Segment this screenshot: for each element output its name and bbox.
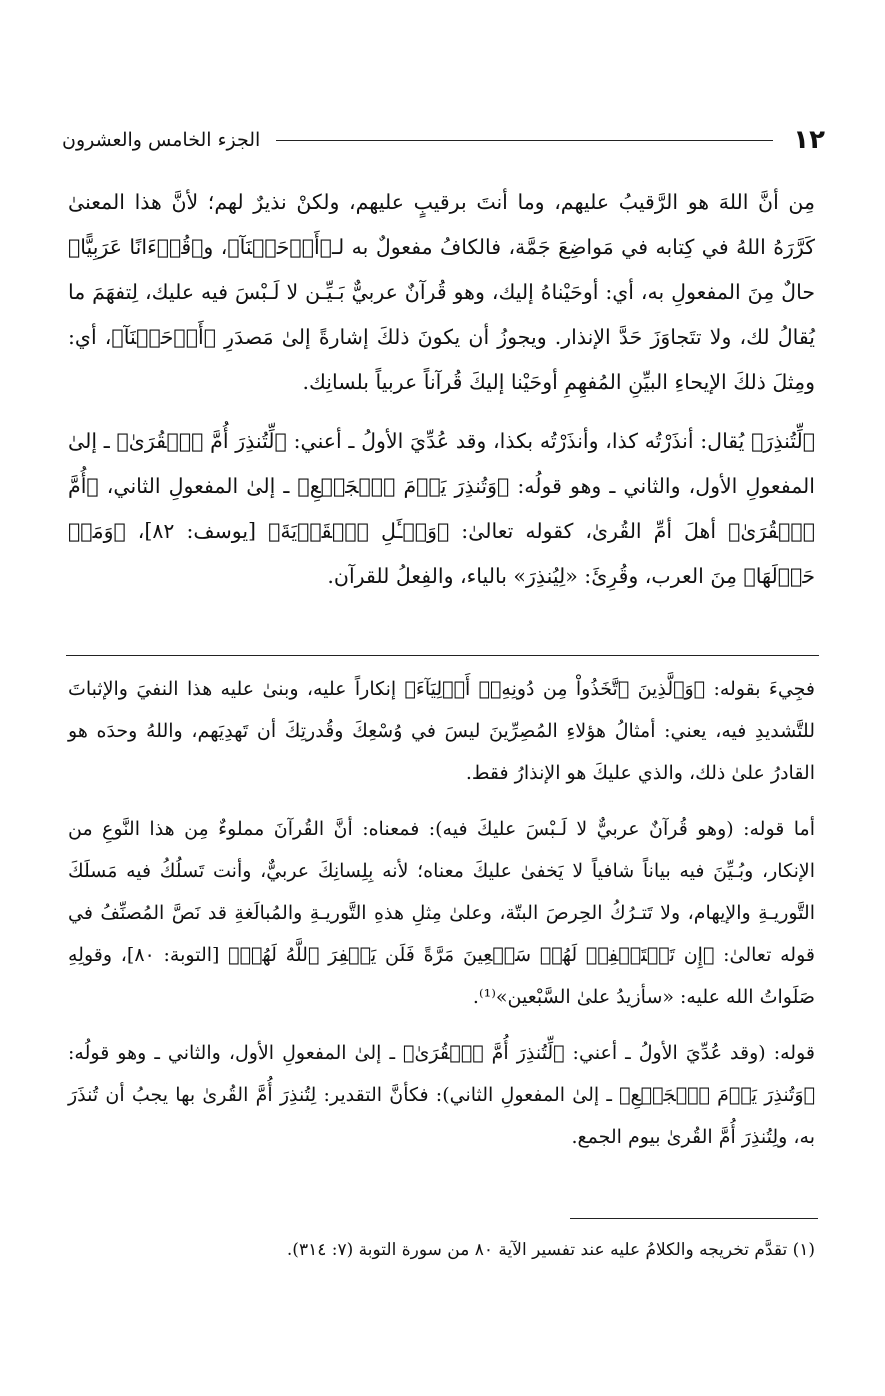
- main-paragraph: مِن أنَّ اللهَ هو الرَّقيبُ عليهم، وما أنتَ برقيبٍ عليهم، ولكنْ نذيرٌ لهم؛ لأنَّ هذا المعنىٰ كَرَّرَهُ اللهُ في كِتابه في مَواضِعَ جَمَّة، فالكافُ مفعولٌ به لـ﴿أَوۡحَيۡنَآ﴾، و﴿قُرۡءَانًا عَرَبِيًّا﴾ حالٌ مِنَ المفعولِ به، أي: أوحَيْناهُ إليك، وهو قُرآنٌ عربيٌّ بَـيِّـن لا لَـبْسَ فيه عليك، لِتفهَمَ ما يُقالُ لك، ولا تتَجاوَزَ حَدَّ الإنذار. ويجوزُ أن يكونَ ذلكَ إشارةً إلىٰ مَصدَرِ ﴿أَوۡحَيۡنَآ﴾، أي: ومِثلَ ذلكَ الإيحاءِ البيِّنِ المُفهِمِ أوحَيْنا إليكَ قُرآناً عربياً بلسانِك.: [68, 190, 815, 394]
- page-header: [62, 118, 825, 162]
- page-number: ١٢: [793, 125, 825, 155]
- running-head: الجزء الخامس والعشرون: [62, 129, 261, 151]
- main-text: [68, 180, 815, 599]
- commentary-text: [68, 668, 815, 1158]
- footnote: (١) تقدَّم تخريجه والكلامُ عليه عند تفسير الآية ٨٠ من سورة التوبة (٧: ٣١٤).: [286, 1240, 815, 1260]
- commentary-paragraph: قوله: (وقد عُدِّيَ الأولُ ـ أعني: ﴿لِّتُنذِرَ أُمَّ ٱلۡقُرَىٰ﴾ ـ إلىٰ المفعولِ الأول، والثاني ـ وهو قولُه: ﴿وَتُنذِرَ يَوۡمَ ٱلۡجَمۡعِ﴾ ـ إلىٰ المفعولِ الثاني): فكأنَّ التقدير: لِتُنذِرَ أُمَّ القُرىٰ بها يجبُ أن تُنذَرَ به، ولِتُنذِرَ أُمَّ القُرىٰ بيوم الجمع.: [68, 1042, 815, 1148]
- commentary-paragraph: فجِيءَ بقوله: ﴿وَٱلَّذِينَ ٱتَّخَذُواْ مِن دُونِهِۦٓ أَوۡلِيَآءَ﴾ إنكاراً عليه، وبنىٰ عليه هذا النفيَ والإثباتَ للتَّشديدِ فيه، يعني: أمثالُ هؤلاءِ المُصِرِّينَ ليسَ في وُسْعِكَ وقُدرتِكَ أن تَهدِيَهم، واللهُ وحدَه هو القادرُ علىٰ ذلك، والذي عليكَ هو الإنذارُ فقط.: [68, 678, 815, 784]
- footnote-divider: [570, 1218, 818, 1219]
- section-divider: [66, 655, 819, 656]
- main-paragraph: ﴿لِّتُنذِرَ﴾ يُقال: أنذَرْتُه كذا، وأنذَرْتُه بكذا، وقد عُدِّيَ الأولُ ـ أعني: ﴿لِّتُنذِرَ أُمَّ ٱلۡقُرَىٰ﴾ ـ إلىٰ المفعولِ الأول، والثاني ـ وهو قولُه: ﴿وَتُنذِرَ يَوۡمَ ٱلۡجَمۡعِ﴾ ـ إلىٰ المفعولِ الثاني، ﴿أُمَّ ٱلۡقُرَىٰ﴾ أهلَ أمِّ القُرىٰ، كقوله تعالىٰ: ﴿وَسۡـَٔلِ ٱلۡقَرۡيَةَ﴾ [يوسف: ٨٢]، ﴿وَمَنۡ حَوۡلَهَا﴾ مِنَ العرب، وقُرِئَ: «لِيُنذِرَ» بالياء، والفِعلُ للقرآن.: [68, 429, 816, 588]
- header-rule: [276, 140, 773, 141]
- commentary-paragraph: أما قوله: (وهو قُرآنٌ عربيٌّ لا لَـبْسَ عليكَ فيه): فمعناه: أنَّ القُرآنَ مملوءٌ مِن هذا النَّوعِ من الإنكار، وبُـيِّنَ فيه بياناً شافياً لا يَخفىٰ عليكَ معناه؛ لأنه بِلِسانِكَ عربيٌّ، وأنت تَسلُكُ فيه مَسلَكَ التَّوريـةِ والإيهام، ولا تَتـرُكُ الحِرصَ البتّة، وعلىٰ مِثلِ هذهِ التَّوريـةِ والمُبالَغةِ قد نَصَّ المُصنِّفُ في قوله تعالىٰ: ﴿إِن تَسۡتَغۡفِرۡ لَهُمۡ سَبۡعِينَ مَرَّةً فَلَن يَغۡفِرَ ٱللَّهُ لَهُمۡ﴾ [التوبة: ٨٠]، وقولِهِ صَلَواتُ الله عليه: «سأزيدُ علىٰ السَّبْعين»⁽¹⁾.: [68, 818, 815, 1008]
